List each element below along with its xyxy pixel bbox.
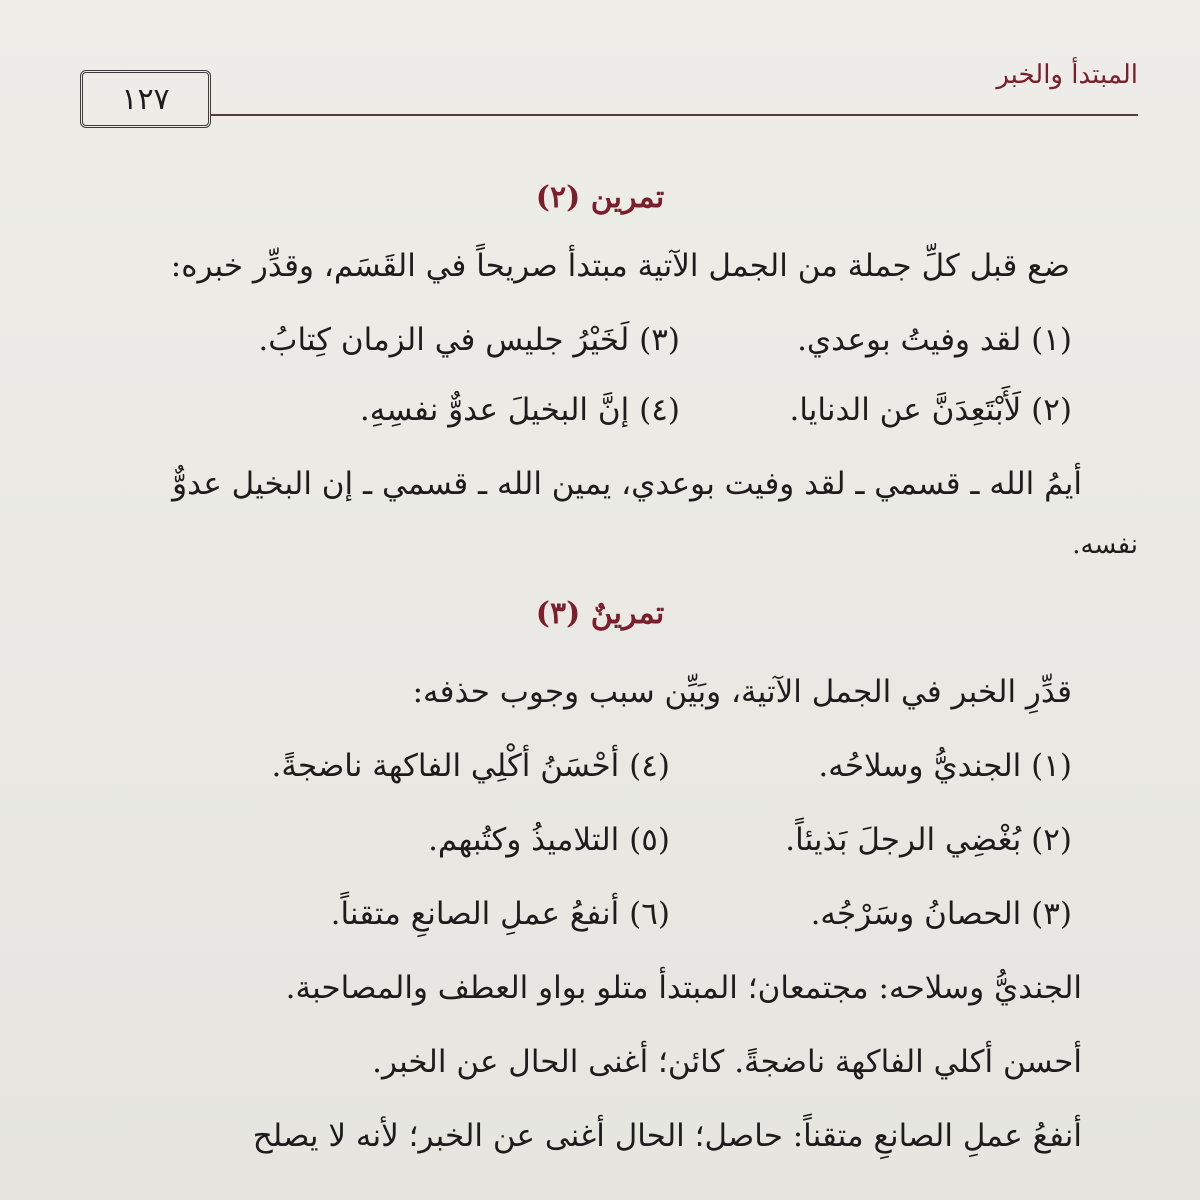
exercise-3-instruction: قدِّرِ الخبر في الجمل الآتية، وبَيِّن سبب وجوب حذفه: <box>412 674 1072 710</box>
exercise-2-item-3: (٣) لَخَيْرُ جليس في الزمان كِتابُ. <box>258 322 680 358</box>
exercise-3-item-5: (٥) التلاميذُ وكتُبهم. <box>428 822 670 858</box>
page-number <box>80 70 211 128</box>
exercise-3-answer-1: الجنديُّ وسلاحه: مجتمعان؛ المبتدأ متلو بواو العطف والمصاحبة. <box>285 970 1082 1006</box>
exercise-2-item-1: (١) لقد وفيتُ بوعدي. <box>797 322 1072 358</box>
exercise-3-item-4: (٤) أحْسَنُ أكْلِي الفاكهة ناضجةً. <box>271 748 670 784</box>
exercise-2-instruction: ضع قبل كلِّ جملة من الجمل الآتية مبتدأ صريحاً في القَسَم، وقدِّر خبره: <box>170 248 1070 284</box>
exercise-3-answer-3: أنفعُ عملِ الصانعِ متقناً: حاصل؛ الحال أغنى عن الخبر؛ لأنه لا يصلح <box>252 1118 1082 1154</box>
exercise-2-item-4: (٤) إنَّ البخيلَ عدوٌّ نفسِهِ. <box>359 392 680 428</box>
exercise-2-answer-line-2: نفسه. <box>1072 530 1138 560</box>
exercise-2-answer-line-1: أيمُ الله ـ قسمي ـ لقد وفيت بوعدي، يمين الله ـ قسمي ـ إن البخيل عدوٌّ <box>172 466 1082 502</box>
header-rule <box>210 114 1138 116</box>
chapter-title: المبتدأ والخبر <box>996 60 1138 90</box>
exercise-2-item-2: (٢) لَأَبْتَعِدَنَّ عن الدنايا. <box>789 392 1072 428</box>
exercise-3-item-6: (٦) أنفعُ عملِ الصانعِ متقناً. <box>330 896 670 932</box>
exercise-2-title: تمرين (٢) <box>535 180 665 215</box>
exercise-3-item-3: (٣) الحصانُ وسَرْجُه. <box>810 896 1072 932</box>
exercise-3-title: تمرينٌ (٣) <box>535 596 665 631</box>
page-number-text: ١٢٧ <box>121 81 170 117</box>
exercise-3-answer-2: أحسن أكلي الفاكهة ناضجةً. كائن؛ أغنى الحال عن الخبر. <box>372 1044 1082 1080</box>
exercise-3-item-1: (١) الجنديُّ وسلاحُه. <box>818 748 1072 784</box>
exercise-3-item-2: (٢) بُغْضِي الرجلَ بَذيئاً. <box>785 822 1072 858</box>
